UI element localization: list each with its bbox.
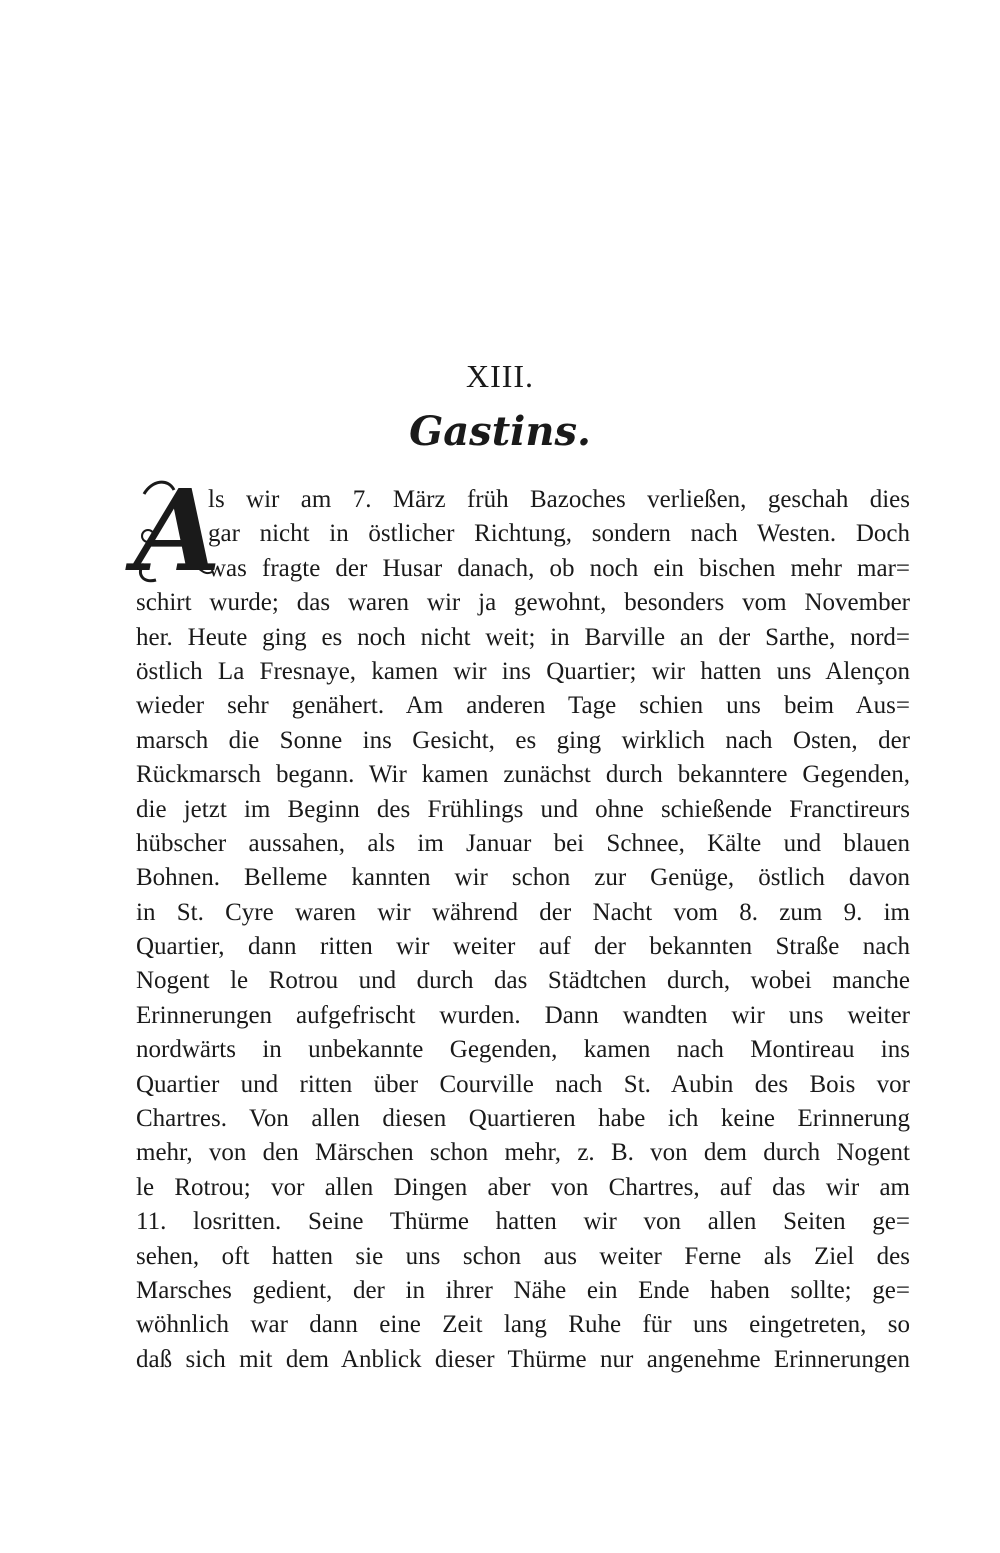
text-line: wöhnlich war dann eine Zeit lang Ruhe für uns eingetreten, so — [136, 1311, 910, 1339]
text-line: marsch die Sonne ins Gesicht, es ging wirklich nach Osten, der — [136, 726, 910, 754]
text-line: gar nicht in östlicher Richtung, sondern nach Westen. Doch — [208, 520, 910, 548]
text-line: le Rotrou; vor allen Dingen aber von Chartres, auf das wir am — [136, 1173, 910, 1201]
chapter-number: XIII. — [465, 358, 535, 394]
text-line: nordwärts in unbekannte Gegenden, kamen nach Montireau ins — [136, 1036, 910, 1064]
text-line: hübscher aussahen, als im Januar bei Schnee, Kälte und blauen — [136, 829, 910, 857]
text-line: Quartier und ritten über Courville nach St. Aubin des Bois vor — [136, 1070, 910, 1098]
text-line: wieder sehr genähert. Am anderen Tage schien uns beim Aus= — [136, 692, 910, 720]
text-line: Nogent le Rotrou und durch das Städtchen durch, wobei manche — [136, 967, 910, 995]
chapter-title: Gastins. — [409, 408, 591, 455]
text-line: schirt wurde; das waren wir ja gewohnt, besonders vom November — [136, 589, 910, 617]
text-line: 11. losritten. Seine Thürme hatten wir von allen Seiten ge= — [136, 1208, 910, 1236]
text-line: die jetzt im Beginn des Frühlings und ohne schießende Franctireurs — [136, 795, 910, 823]
text-line: was fragte der Husar danach, ob noch ein bischen mehr mar= — [208, 554, 910, 582]
text-line: Chartres. Von allen diesen Quartieren habe ich keine Erinnerung — [136, 1105, 910, 1133]
text-line: Marsches gedient, der in ihrer Nähe ein Ende haben sollte; ge= — [136, 1276, 910, 1304]
text-line: daß sich mit dem Anblick dieser Thürme nur angenehme Erinnerungen — [136, 1345, 910, 1373]
text-line: in St. Cyre waren wir während der Nacht vom 8. zum 9. im — [136, 898, 910, 926]
text-line: östlich La Fresnaye, kamen wir ins Quartier; wir hatten uns Alençon — [136, 657, 910, 685]
text-line: Rückmarsch begann. Wir kamen zunächst durch bekanntere Gegenden, — [136, 761, 910, 789]
text-line: her. Heute ging es noch nicht weit; in Barville an der Sarthe, nord= — [136, 623, 910, 651]
text-line: sehen, oft hatten sie uns schon aus weiter Ferne als Ziel des — [136, 1242, 910, 1270]
text-line: Bohnen. Belleme kannten wir schon zur Genüge, östlich davon — [136, 864, 910, 892]
drop-cap-letter: A — [134, 466, 221, 597]
body-text — [136, 483, 910, 1377]
text-line: Erinnerungen aufgefrischt wurden. Dann wandten wir uns weiter — [136, 1001, 910, 1029]
text-line: ls wir am 7. März früh Bazoches verließen, geschah dies — [208, 486, 910, 513]
text-line: mehr, von den Märschen schon mehr, z. B. von dem durch Nogent — [136, 1139, 910, 1167]
text-line: Quartier, dann ritten wir weiter auf der bekannten Straße nach — [136, 933, 910, 961]
